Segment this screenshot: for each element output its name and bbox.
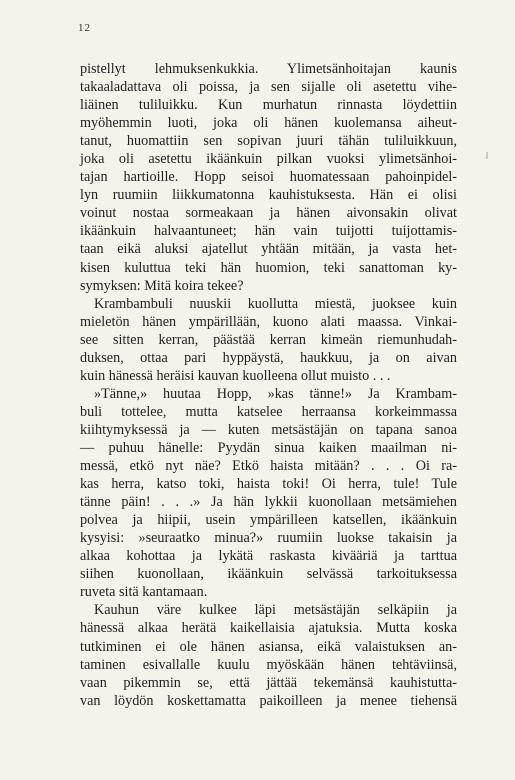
text-line: mieletön hänen ympärillään, kuono alati maassa. Vinkai- [80, 313, 457, 330]
text-line: see sitten kerran, päästää kerran kimeän riemunhudah- [80, 331, 457, 348]
text-line: — puhuu hänelle: Pyydän sinua kaiken maailman ni- [80, 439, 457, 456]
text-line: kiihtymyksessä ja — kuten metsästäjän on tapana sanoa [80, 421, 457, 438]
text-line: Kauhun väre kulkee läpi metsästäjän selkäpiin ja [94, 602, 457, 619]
text-line: vaan pikemmin se, että jättää tekemänsä kauhistutta- [80, 674, 457, 691]
text-line: taminen esivallalle kuulu myöskään hänen tehtäviinsä, [80, 656, 457, 673]
text-line: kisen kuluttua teki hän huomion, teki sanattoman ky- [80, 259, 457, 276]
text-line: siihen kuonollaan, ikäänkuin selvässä tarkoituksessa [80, 566, 457, 583]
text-line: kysyisi: »seuraatko minua?» ruumiin luokse takaisin ja [80, 530, 457, 547]
text-line: polvea ja hiipii, usein ympärilleen katsellen, ikäänkuin [80, 512, 457, 529]
text-line: liäinen tuliluikku. Kun murhatun rinnasta löydettiin [80, 97, 457, 114]
text-line: symyksen: Mitä koira tekee? [80, 277, 244, 294]
text-line: tänne päin! . . .» Ja hän lykkii kuonollaan metsämiehen [80, 494, 457, 511]
text-line: van löydön koskettamatta paikoilleen ja menee tiehensä [80, 692, 457, 709]
text-line: voinut nostaa sormeakaan ja hänen aivonsakin olivat [80, 205, 457, 222]
text-line: ruveta sitä kantamaan. [80, 584, 208, 601]
text-line: tanut, huomattiin sen sopivan juuri tähän tuliluikkuun, [80, 133, 457, 150]
text-line: tutkiminen ei ole hänen asiansa, eikä valaistuksen an- [80, 638, 457, 655]
text-line: joka oli asetettu ikäänkuin pilkan vuoksi ylimetsänhoi- [80, 151, 457, 168]
text-line: lyn ruumiin liikkumatonna kauhistuksesta. Hän ei olisi [80, 187, 457, 204]
text-line: taan eikä aluksi ajatellut yhtään mitään, ja vasta het- [80, 241, 457, 258]
text-line: myöhemmin luoti, joka oli hänen kuolemansa aiheut- [80, 115, 457, 132]
text-line: messä, etkö nyt näe? Etkö haista mitään? . . . Oi ra- [80, 458, 457, 475]
text-line: hänessä alkaa herätä kaikellaisia ajatuksia. Mutta koska [80, 620, 457, 637]
text-line: alkaa kohottaa ja lykätä raskasta kivääriä ja tarttua [80, 548, 457, 565]
text-line: duksen, ottaa pari hyppäystä, haukkuu, ja on aivan [80, 349, 457, 366]
paper-speck [486, 152, 488, 159]
body-text [80, 60, 457, 710]
text-line: tajan hartioille. Hopp seisoi huomatessaan pahoinpidel- [80, 169, 457, 186]
text-line: ikäänkuin halvaantuneet; hän vain tuijotti tuijottamis- [80, 223, 457, 240]
page-number: 12 [78, 22, 91, 34]
text-line: takaaladattava oli poissa, ja sen sijalle oli asetettu vihe- [80, 79, 457, 96]
text-line: »Tänne,» huutaa Hopp, »kas tänne!» Ja Krambam- [94, 385, 457, 402]
text-line: buli tottelee, mutta katselee herraansa korkeimmassa [80, 403, 457, 420]
text-line: kas herra, katso toki, haista toki! Oi herra, tule! Tule [80, 476, 457, 493]
text-line: Krambambuli nuuskii kuollutta miestä, juoksee kuin [94, 295, 457, 312]
text-line: pistellyt lehmuksenkukkia. Ylimetsänhoitajan kaunis [80, 61, 457, 77]
text-line: kuin hänessä heräisi kauvan kuolleena ollut muisto . . . [80, 367, 391, 384]
